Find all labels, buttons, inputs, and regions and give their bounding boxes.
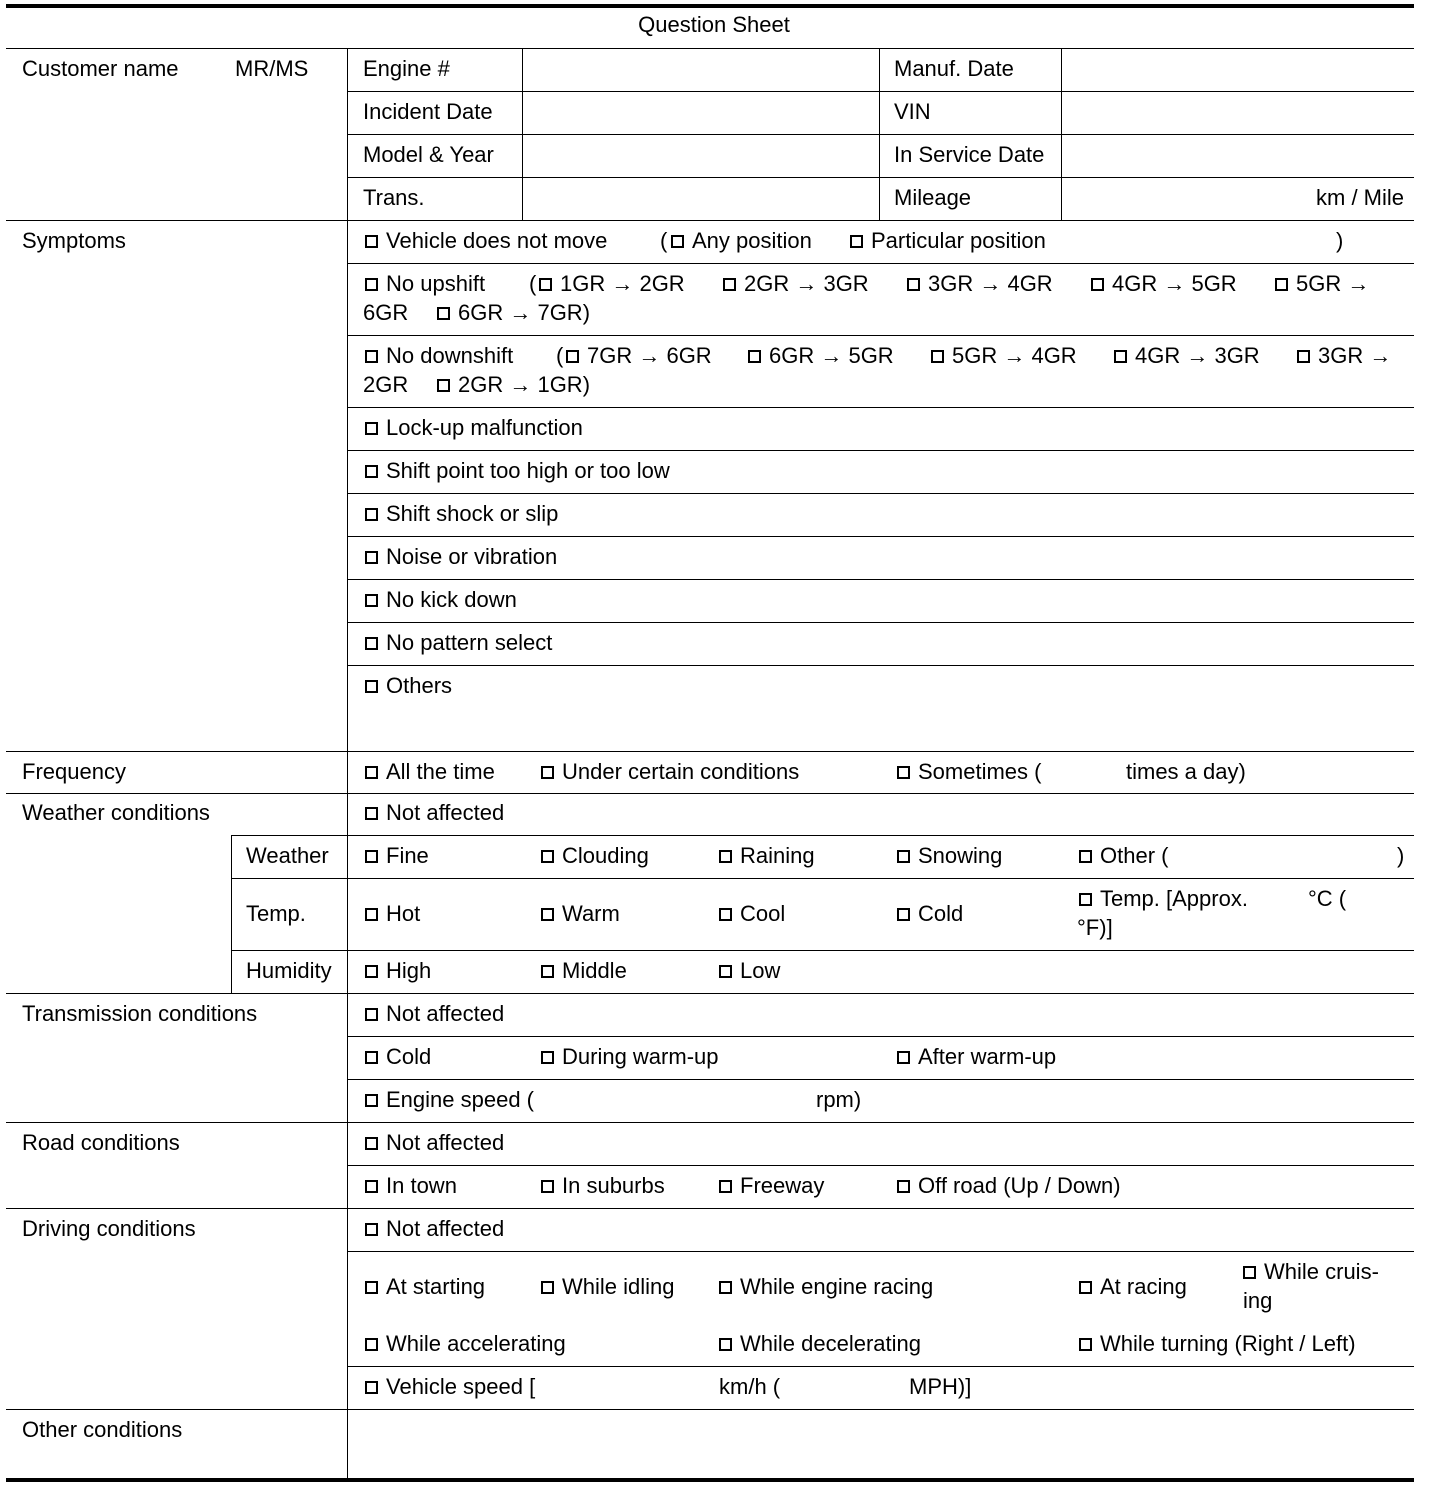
checkbox-icon bbox=[897, 850, 910, 863]
driving-conditions-label: Driving conditions bbox=[22, 1216, 196, 1241]
checkbox-while-engine-racing[interactable] bbox=[719, 1276, 933, 1298]
checkbox-icon bbox=[719, 1180, 732, 1193]
checkbox-vehicle-speed[interactable] bbox=[365, 1376, 535, 1398]
checkbox-label: 2GR → 1GR) bbox=[458, 372, 591, 397]
row-divider bbox=[232, 835, 1414, 836]
checkbox-label: While engine racing bbox=[740, 1274, 934, 1299]
checkbox-freeway[interactable] bbox=[719, 1175, 824, 1197]
row-divider bbox=[6, 993, 1414, 994]
weather-conditions-label: Weather conditions bbox=[22, 800, 210, 825]
checkbox-label: Warm bbox=[562, 901, 620, 926]
checkbox-label: No pattern select bbox=[386, 630, 553, 655]
checkbox-label: While cruis-ing bbox=[1243, 1259, 1379, 1313]
checkbox-at-racing[interactable] bbox=[1079, 1276, 1187, 1298]
checkbox-label: 5GR → 4GR bbox=[952, 343, 1077, 368]
checkbox-low[interactable] bbox=[719, 960, 780, 982]
row-divider bbox=[232, 878, 1414, 879]
row-divider bbox=[348, 665, 1414, 666]
checkbox-label: Noise or vibration bbox=[386, 544, 558, 569]
checkbox-icon bbox=[365, 551, 378, 564]
checkbox-temp-approx[interactable] bbox=[1079, 888, 1248, 910]
checkbox-icon bbox=[365, 1051, 378, 1064]
checkbox-snowing[interactable] bbox=[897, 845, 1002, 867]
paren-close: ) bbox=[1397, 843, 1405, 868]
checkbox-after-warmup[interactable] bbox=[897, 1046, 1056, 1068]
checkbox-under-certain-conditions[interactable] bbox=[541, 761, 799, 783]
transmission-conditions-label: Transmission conditions bbox=[22, 1001, 258, 1026]
checkbox-down-5-4[interactable] bbox=[931, 345, 1077, 367]
up-continued-text: 6GR bbox=[363, 300, 409, 325]
checkbox-label: Particular position bbox=[871, 228, 1046, 253]
checkbox-icon bbox=[365, 465, 378, 478]
checkbox-engine-speed[interactable] bbox=[365, 1089, 534, 1111]
checkbox-label: Not affected bbox=[386, 1216, 505, 1241]
checkbox-icon bbox=[671, 235, 684, 248]
checkbox-icon bbox=[541, 1051, 554, 1064]
checkbox-label: Shift point too high or too low bbox=[386, 458, 670, 483]
checkbox-label: While turning (Right / Left) bbox=[1100, 1331, 1356, 1356]
checkbox-icon bbox=[365, 1281, 378, 1294]
checkbox-icon bbox=[1079, 1338, 1092, 1351]
row-divider bbox=[348, 134, 1414, 135]
mileage-label: Mileage bbox=[894, 185, 972, 210]
checkbox-label: All the time bbox=[386, 759, 495, 784]
incident-date-label: Incident Date bbox=[363, 99, 493, 124]
row-divider bbox=[348, 493, 1414, 494]
checkbox-up-5-6[interactable] bbox=[1275, 273, 1369, 295]
checkbox-while-accelerating[interactable] bbox=[365, 1333, 566, 1355]
checkbox-up-4-5[interactable] bbox=[1091, 273, 1237, 295]
checkbox-icon bbox=[539, 278, 552, 291]
checkbox-warm[interactable] bbox=[541, 903, 620, 925]
checkbox-during-warmup[interactable] bbox=[541, 1046, 719, 1068]
checkbox-label: At starting bbox=[386, 1274, 486, 1299]
checkbox-in-town[interactable] bbox=[365, 1175, 457, 1197]
checkbox-icon bbox=[1079, 850, 1092, 863]
checkbox-label: Hot bbox=[386, 901, 421, 926]
checkbox-driving-not-affected[interactable] bbox=[365, 1218, 504, 1240]
row-divider bbox=[6, 793, 1414, 794]
road-conditions-label: Road conditions bbox=[22, 1130, 180, 1155]
checkbox-icon bbox=[437, 379, 450, 392]
row-divider bbox=[348, 407, 1414, 408]
checkbox-down-3-2[interactable] bbox=[1297, 345, 1391, 367]
checkbox-icon bbox=[365, 422, 378, 435]
checkbox-label: Any position bbox=[692, 228, 812, 253]
checkbox-shift-point[interactable] bbox=[365, 460, 670, 482]
column-divider bbox=[879, 48, 880, 220]
checkbox-label: 7GR → 6GR bbox=[587, 343, 712, 368]
checkbox-label: Middle bbox=[562, 958, 627, 983]
other-conditions-label: Other conditions bbox=[22, 1417, 183, 1442]
checkbox-icon bbox=[1079, 893, 1092, 906]
checkbox-label: Shift shock or slip bbox=[386, 501, 559, 526]
checkbox-icon bbox=[719, 908, 732, 921]
checkbox-label: 4GR → 5GR bbox=[1112, 271, 1237, 296]
checkbox-label: Freeway bbox=[740, 1173, 825, 1198]
checkbox-icon bbox=[748, 350, 761, 363]
column-divider bbox=[522, 48, 523, 220]
checkbox-icon bbox=[1114, 350, 1127, 363]
top-border bbox=[6, 4, 1414, 8]
checkbox-any-position[interactable] bbox=[671, 230, 812, 252]
checkbox-icon bbox=[365, 1381, 378, 1394]
checkbox-icon bbox=[365, 850, 378, 863]
checkbox-while-idling[interactable] bbox=[541, 1276, 675, 1298]
checkbox-icon bbox=[365, 1223, 378, 1236]
checkbox-label: Cold bbox=[386, 1044, 432, 1069]
checkbox-all-the-time[interactable] bbox=[365, 761, 495, 783]
checkbox-label: While decelerating bbox=[740, 1331, 921, 1356]
checkbox-label: Off road (Up / Down) bbox=[918, 1173, 1121, 1198]
checkbox-icon bbox=[365, 278, 378, 291]
checkbox-raining[interactable] bbox=[719, 845, 815, 867]
checkbox-high[interactable] bbox=[365, 960, 431, 982]
checkbox-label: Not affected bbox=[386, 1130, 505, 1155]
checkbox-icon bbox=[365, 594, 378, 607]
checkbox-label: While accelerating bbox=[386, 1331, 566, 1356]
checkbox-icon bbox=[897, 1180, 910, 1193]
checkbox-icon bbox=[1091, 278, 1104, 291]
checkbox-shift-shock[interactable] bbox=[365, 503, 558, 525]
checkbox-icon bbox=[723, 278, 736, 291]
checkbox-at-starting[interactable] bbox=[365, 1276, 485, 1298]
checkbox-icon bbox=[541, 908, 554, 921]
checkbox-icon bbox=[719, 965, 732, 978]
checkbox-icon bbox=[1243, 1266, 1256, 1279]
checkbox-lockup-malfunction[interactable] bbox=[365, 417, 583, 439]
column-divider bbox=[347, 48, 348, 1479]
checkbox-icon bbox=[931, 350, 944, 363]
row-divider bbox=[6, 1409, 1414, 1410]
checkbox-weather-not-affected[interactable] bbox=[365, 802, 504, 824]
checkbox-trans-not-affected[interactable] bbox=[365, 1003, 504, 1025]
checkbox-icon bbox=[365, 1008, 378, 1021]
row-divider bbox=[6, 48, 1414, 49]
checkbox-up-6-7[interactable] bbox=[437, 302, 590, 324]
checkbox-no-downshift[interactable] bbox=[365, 345, 513, 367]
checkbox-off-road[interactable] bbox=[897, 1175, 1121, 1197]
column-divider bbox=[231, 835, 232, 993]
checkbox-icon bbox=[1079, 1281, 1092, 1294]
column-divider bbox=[1061, 48, 1062, 220]
row-divider bbox=[348, 536, 1414, 537]
paren-close: ) bbox=[1336, 228, 1344, 253]
row-divider bbox=[348, 335, 1414, 336]
checkbox-label: 3GR → bbox=[1318, 343, 1392, 368]
checkbox-label: 6GR → 7GR) bbox=[458, 300, 591, 325]
row-divider bbox=[348, 177, 1414, 178]
checkbox-road-not-affected[interactable] bbox=[365, 1132, 504, 1154]
checkbox-label: Under certain conditions bbox=[562, 759, 800, 784]
checkbox-middle[interactable] bbox=[541, 960, 627, 982]
checkbox-icon bbox=[365, 508, 378, 521]
checkbox-label: Cool bbox=[740, 901, 786, 926]
checkbox-cold[interactable] bbox=[897, 903, 963, 925]
row-divider bbox=[348, 450, 1414, 451]
checkbox-label: Others bbox=[386, 673, 453, 698]
checkbox-label: Not affected bbox=[386, 1001, 505, 1026]
checkbox-label: Cold bbox=[918, 901, 964, 926]
row-divider bbox=[348, 1036, 1414, 1037]
checkbox-icon bbox=[541, 850, 554, 863]
checkbox-icon bbox=[541, 1281, 554, 1294]
checkbox-label: Fine bbox=[386, 843, 429, 868]
checkbox-in-suburbs[interactable] bbox=[541, 1175, 665, 1197]
bottom-border bbox=[6, 1478, 1414, 1482]
page-title: Question Sheet bbox=[638, 12, 790, 37]
checkbox-icon bbox=[365, 1137, 378, 1150]
checkbox-vehicle-does-not-move[interactable] bbox=[365, 230, 607, 252]
symptoms-label: Symptoms bbox=[22, 228, 126, 253]
customer-name-label: Customer name bbox=[22, 56, 179, 81]
checkbox-label: Snowing bbox=[918, 843, 1003, 868]
checkbox-up-3-4[interactable] bbox=[907, 273, 1053, 295]
checkbox-particular-position[interactable] bbox=[850, 230, 1046, 252]
checkbox-hot[interactable] bbox=[365, 903, 420, 925]
checkbox-while-turning[interactable] bbox=[1079, 1333, 1356, 1355]
checkbox-icon bbox=[365, 235, 378, 248]
rpm-unit: rpm) bbox=[816, 1087, 862, 1112]
row-divider bbox=[6, 1122, 1414, 1123]
checkbox-label: No downshift bbox=[386, 343, 514, 368]
checkbox-label: 3GR → 4GR bbox=[928, 271, 1053, 296]
checkbox-no-pattern-select[interactable] bbox=[365, 632, 552, 654]
checkbox-icon bbox=[719, 850, 732, 863]
model-year-label: Model & Year bbox=[363, 142, 494, 167]
checkbox-label: Other ( bbox=[1100, 843, 1169, 868]
checkbox-icon bbox=[365, 1338, 378, 1351]
checkbox-label: In suburbs bbox=[562, 1173, 665, 1198]
row-divider bbox=[6, 751, 1414, 752]
manuf-date-label: Manuf. Date bbox=[894, 56, 1014, 81]
checkbox-up-2-3[interactable] bbox=[723, 273, 869, 295]
checkbox-label: While idling bbox=[562, 1274, 675, 1299]
paren-open: ( bbox=[556, 343, 564, 368]
checkbox-icon bbox=[365, 807, 378, 820]
checkbox-sometimes[interactable] bbox=[897, 761, 1041, 783]
row-divider bbox=[232, 950, 1414, 951]
checkbox-trans-cold[interactable] bbox=[365, 1046, 431, 1068]
checkbox-icon bbox=[897, 908, 910, 921]
row-divider bbox=[348, 91, 1414, 92]
mph-unit: MPH)] bbox=[909, 1374, 972, 1399]
paren-open: ( bbox=[529, 271, 537, 296]
checkbox-label: During warm-up bbox=[562, 1044, 719, 1069]
row-divider bbox=[348, 1165, 1414, 1166]
checkbox-icon bbox=[365, 965, 378, 978]
checkbox-weather-other[interactable] bbox=[1079, 845, 1168, 867]
trans-label: Trans. bbox=[363, 185, 425, 210]
checkbox-label: 5GR → bbox=[1296, 271, 1370, 296]
checkbox-no-upshift[interactable] bbox=[365, 273, 485, 295]
checkbox-icon bbox=[907, 278, 920, 291]
checkbox-others[interactable] bbox=[365, 675, 452, 697]
checkbox-icon bbox=[897, 1051, 910, 1064]
checkbox-label: Lock-up malfunction bbox=[386, 415, 583, 440]
checkbox-icon bbox=[365, 766, 378, 779]
checkbox-icon bbox=[1297, 350, 1310, 363]
checkbox-label: 1GR → 2GR bbox=[560, 271, 685, 296]
checkbox-icon bbox=[541, 965, 554, 978]
paren-open: ( bbox=[660, 228, 668, 253]
checkbox-fine[interactable] bbox=[365, 845, 429, 867]
checkbox-icon bbox=[541, 766, 554, 779]
row-divider bbox=[348, 1366, 1414, 1367]
checkbox-label: 2GR → 3GR bbox=[744, 271, 869, 296]
row-divider bbox=[348, 1251, 1414, 1252]
checkbox-icon bbox=[365, 1180, 378, 1193]
checkbox-no-kick-down[interactable] bbox=[365, 589, 517, 611]
checkbox-label: 6GR → 5GR bbox=[769, 343, 894, 368]
km-mile-unit: km / Mile bbox=[1316, 185, 1404, 210]
row-divider bbox=[6, 220, 1414, 221]
in-service-date-label: In Service Date bbox=[894, 142, 1045, 167]
checkbox-label: Clouding bbox=[562, 843, 649, 868]
checkbox-icon bbox=[541, 1180, 554, 1193]
checkbox-icon bbox=[365, 680, 378, 693]
checkbox-icon bbox=[365, 350, 378, 363]
frequency-label: Frequency bbox=[22, 759, 126, 784]
checkbox-label: Temp. [Approx. bbox=[1100, 886, 1248, 911]
weather-sub-label: Weather bbox=[246, 843, 329, 868]
deg-f-unit: °F)] bbox=[1077, 915, 1113, 940]
checkbox-label: Not affected bbox=[386, 800, 505, 825]
checkbox-label: Vehicle does not move bbox=[386, 228, 608, 253]
times-a-day-label: times a day) bbox=[1126, 759, 1246, 784]
checkbox-icon bbox=[365, 908, 378, 921]
temp-sub-label: Temp. bbox=[246, 901, 306, 926]
checkbox-label: Low bbox=[740, 958, 781, 983]
checkbox-label: 4GR → 3GR bbox=[1135, 343, 1260, 368]
checkbox-icon bbox=[365, 637, 378, 650]
checkbox-down-7-6[interactable] bbox=[566, 345, 712, 367]
checkbox-down-6-5[interactable] bbox=[748, 345, 894, 367]
checkbox-label: In town bbox=[386, 1173, 457, 1198]
row-divider bbox=[348, 622, 1414, 623]
humidity-sub-label: Humidity bbox=[246, 958, 332, 983]
row-divider bbox=[348, 579, 1414, 580]
row-divider bbox=[348, 1079, 1414, 1080]
checkbox-label: Sometimes ( bbox=[918, 759, 1042, 784]
checkbox-up-1-2[interactable] bbox=[539, 273, 685, 295]
checkbox-while-decelerating[interactable] bbox=[719, 1333, 921, 1355]
checkbox-icon bbox=[897, 766, 910, 779]
checkbox-down-4-3[interactable] bbox=[1114, 345, 1260, 367]
row-divider bbox=[6, 1208, 1414, 1209]
checkbox-label: After warm-up bbox=[918, 1044, 1057, 1069]
engine-label: Engine # bbox=[363, 56, 450, 81]
row-divider bbox=[348, 263, 1414, 264]
vin-label: VIN bbox=[894, 99, 931, 124]
deg-c-unit: °C ( bbox=[1308, 886, 1347, 911]
checkbox-label: Engine speed ( bbox=[386, 1087, 534, 1112]
checkbox-icon bbox=[365, 1094, 378, 1107]
checkbox-icon bbox=[1275, 278, 1288, 291]
checkbox-label: At racing bbox=[1100, 1274, 1187, 1299]
checkbox-icon bbox=[566, 350, 579, 363]
checkbox-icon bbox=[437, 307, 450, 320]
checkbox-label: Raining bbox=[740, 843, 815, 868]
down-continued-text: 2GR bbox=[363, 372, 409, 397]
checkbox-noise-vibration[interactable] bbox=[365, 546, 557, 568]
checkbox-while-cruising[interactable] bbox=[1243, 1257, 1393, 1315]
checkbox-icon bbox=[719, 1338, 732, 1351]
checkbox-label: Vehicle speed [ bbox=[386, 1374, 536, 1399]
checkbox-down-2-1[interactable] bbox=[437, 374, 590, 396]
checkbox-cool[interactable] bbox=[719, 903, 785, 925]
checkbox-clouding[interactable] bbox=[541, 845, 649, 867]
kmh-unit: km/h ( bbox=[719, 1374, 781, 1399]
checkbox-icon bbox=[719, 1281, 732, 1294]
checkbox-icon bbox=[850, 235, 863, 248]
checkbox-label: No kick down bbox=[386, 587, 517, 612]
checkbox-label: No upshift bbox=[386, 271, 486, 296]
mr-ms-label: MR/MS bbox=[235, 56, 309, 81]
checkbox-label: High bbox=[386, 958, 432, 983]
